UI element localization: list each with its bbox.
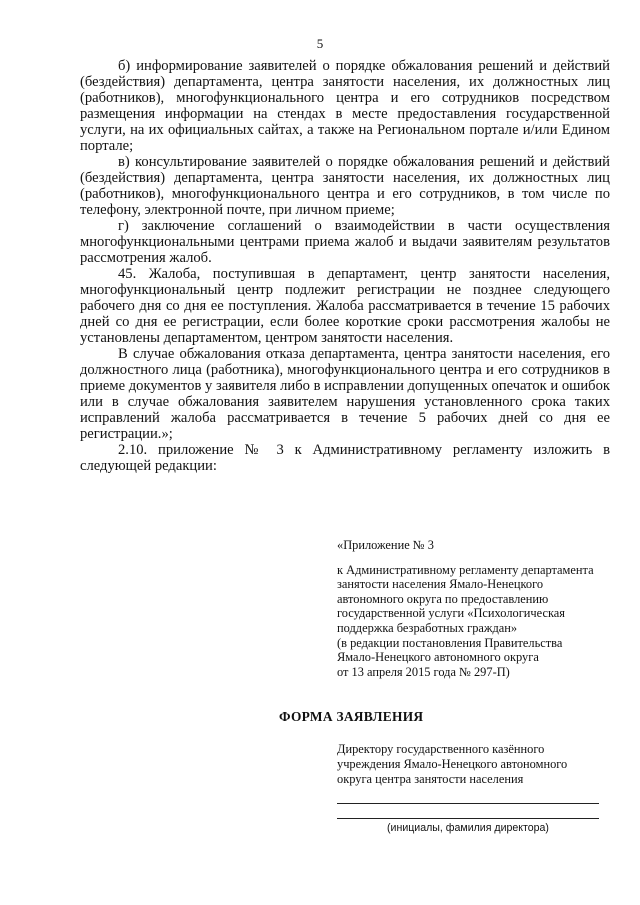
director-caption: (инициалы, фамилия директора) — [387, 822, 549, 834]
page-number: 5 — [316, 36, 324, 51]
appendix-line: Ямало-Ненецкого автономного округа — [337, 650, 539, 665]
appendix-line: поддержка безработных граждан» — [337, 620, 518, 635]
paragraph-g-agreements: г) заключение соглашений о взаимодействии в части осуществления многофункциональными центрами приема жалоб и выдачи заявителям результатов рассмотрения жалоб. — [80, 218, 610, 266]
addressee-block — [337, 742, 609, 787]
appendix-line: от 13 апреля 2015 года № 297-П) — [337, 664, 510, 679]
appendix-header-block — [337, 538, 609, 679]
director-fill-line — [337, 818, 599, 819]
addressee-line: округа центра занятости населения — [337, 772, 524, 786]
paragraph-b-informing: б) информирование заявителей о порядке обжалования решений и действий (бездействия) департамента, центра занятости населения, их должностных лиц (работников), многофункционального центра и его сотрудников посредством размещения информации на стендах в месте предоставления государственной услуги, на их официальных сайтах, а также на Региональном портале и/или Едином портале; — [80, 58, 610, 154]
appendix-line: государственной услуги «Психологическая — [337, 606, 565, 621]
appendix-line: автономного округа по предоставлению — [337, 591, 549, 606]
addressee-line: учреждения Ямало-Ненецкого автономного — [337, 757, 568, 771]
paragraph-refusal-appeal: В случае обжалования отказа департамента, центра занятости населения, его должностного лица (работника), многофункционального центра и его сотрудников в приеме документов у заявителя либо в исправлении допущенных опечаток и ошибок или в случае обжалования заявителем нарушения установленного срока таких исправлений жалоба рассматривается в течение 5 рабочих дней со дня ее регистрации.»; — [80, 346, 610, 442]
addressee-line: Директору государственного казённого — [337, 742, 545, 756]
paragraph-2-10-appendix-change: 2.10. приложение № 3 к Административному регламенту изложить в следующей редакции: — [80, 442, 610, 474]
appendix-title: «Приложение № 3 — [337, 538, 434, 552]
appendix-line: к Административному регламенту департамента — [337, 562, 594, 577]
paragraph-v-consulting: в) консультирование заявителей о порядке обжалования решений и действий (бездействия) департамента, центра занятости населения, их должностных лиц (работников), многофункционального центра и его сотрудников, в том числе по телефону, электронной почте, при личном приеме; — [80, 154, 610, 218]
paragraph-45-complaint-registration: 45. Жалоба, поступившая в департамент, центр занятости населения, многофункциональный центр подлежит регистрации не позднее следующего рабочего дня со дня ее поступления. Жалоба рассматривается в течение 15 рабочих дней со дня ее регистрации, если более короткие сроки рассмотрения жалобы не установлены департаментом, центром занятости населения. — [80, 266, 610, 346]
appendix-line: (в редакции постановления Правительства — [337, 635, 563, 650]
director-fill-line — [337, 803, 599, 804]
body-text — [80, 58, 610, 474]
appendix-line: занятости населения Ямало-Ненецкого — [337, 577, 544, 592]
form-title: ФОРМА ЗАЯВЛЕНИЯ — [279, 709, 424, 724]
